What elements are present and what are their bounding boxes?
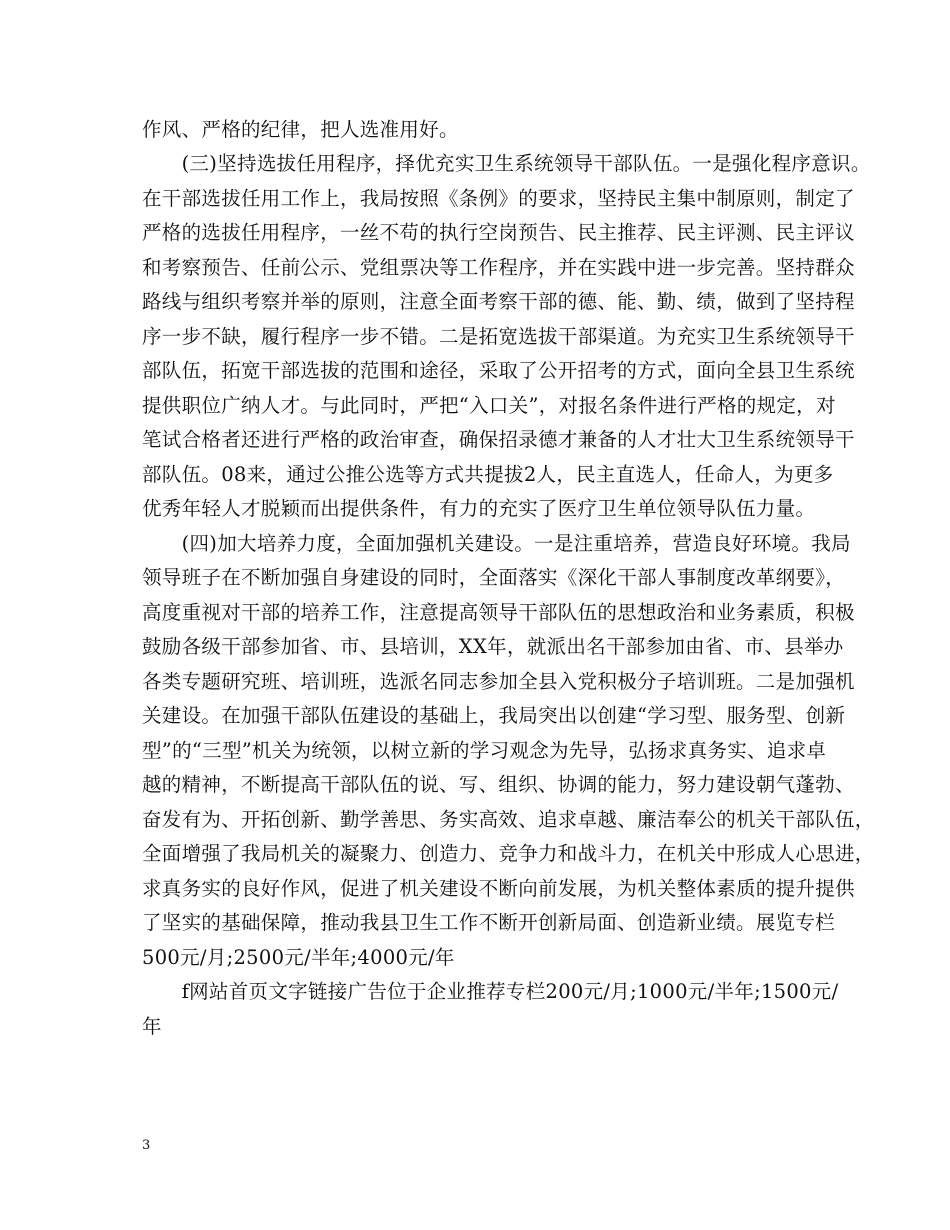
text-line: 和考察预告、任前公示、党组票决等工作程序，并在实践中进一步完善。坚持群众 [142,256,855,279]
text-line: 优秀年轻人才脱颖而出提供条件，有力的充实了医疗卫生单位领导队伍力量。 [142,497,816,520]
text-line: 求真务实的良好作风，促进了机关建设不断向前发展，为机关整体素质的提升提供 [142,877,855,900]
text-line: (三)坚持选拔任用程序，择优充实卫生系统领导干部队伍。一是强化程序意识。 [142,152,871,175]
text-line: 路线与组织考察并举的原则，注意全面考察干部的德、能、勤、绩，做到了坚持程 [142,290,855,313]
text-line: 关建设。在加强干部队伍建设的基础上，我局突出以创建“学习型、服务型、创新 [142,704,846,727]
text-line: 500元/月;2500元/半年;4000元/年 [142,946,455,969]
text-line: 序一步不缺，履行程序一步不错。二是拓宽选拔干部渠道。为充实卫生系统领导干 [142,325,855,348]
text-line: 越的精神，不断提高干部队伍的说、写、组织、协调的能力，努力建设朝气蓬勃、 [142,773,855,796]
text-line: f网站首页文字链接广告位于企业推荐专栏200元/月;1000元/半年;1500元/ [142,980,839,1003]
text-line: 严格的选拔任用程序，一丝不苟的执行空岗预告、民主推荐、民主评测、民主评议 [142,221,855,244]
text-line: 全面增强了我局机关的凝聚力、创造力、竞争力和战斗力，在机关中形成人心思进， [142,842,875,865]
text-line: 奋发有为、开拓创新、勤学善思、务实高效、追求卓越、廉洁奉公的机关干部队伍， [142,808,875,831]
text-line: 部队伍，拓宽干部选拔的范围和途径，采取了公开招考的方式，面向全县卫生系统 [142,359,855,382]
text-line: 领导班子在不断加强自身建设的同时，全面落实《深化干部人事制度改革纲要》， [142,566,846,589]
text-line: 了坚实的基础保障，推动我县卫生工作不断开创新局面、创造新业绩。展览专栏 [142,911,836,934]
text-line: 高度重视对干部的培养工作，注意提高领导干部队伍的思想政治和业务素质，积极 [142,601,855,624]
text-line: (四)加大培养力度，全面加强机关建设。一是注重培养，营造良好环境。我局 [142,532,851,555]
text-line: 型”的“三型”机关为统领，以树立新的学习观念为先导，弘扬求真务实、追求卓 [142,739,827,762]
text-line: 作风、严格的纪律，把人选准用好。 [142,118,459,141]
text-line: 年 [142,1015,162,1038]
text-line: 笔试合格者还进行严格的政治审查，确保招录德才兼备的人才壮大卫生系统领导干 [142,428,855,451]
text-line: 鼓励各级干部参加省、市、县培训，XX年，就派出名干部参加由省、市、县举办 [142,635,844,658]
text-line: 提供职位广纳人才。与此同时，严把“入口关”，对报名条件进行严格的规定，对 [142,394,836,417]
page-number: 3 [142,1138,151,1153]
text-line: 部队伍。08来，通过公推公选等方式共提拔2人，民主直选人，任命人，为更多 [142,463,834,486]
text-line: 在干部选拔任用工作上，我局按照《条例》的要求，坚持民主集中制原则，制定了 [142,187,855,210]
text-line: 各类专题研究班、培训班，选派名同志参加全县入党积极分子培训班。二是加强机 [142,670,855,693]
